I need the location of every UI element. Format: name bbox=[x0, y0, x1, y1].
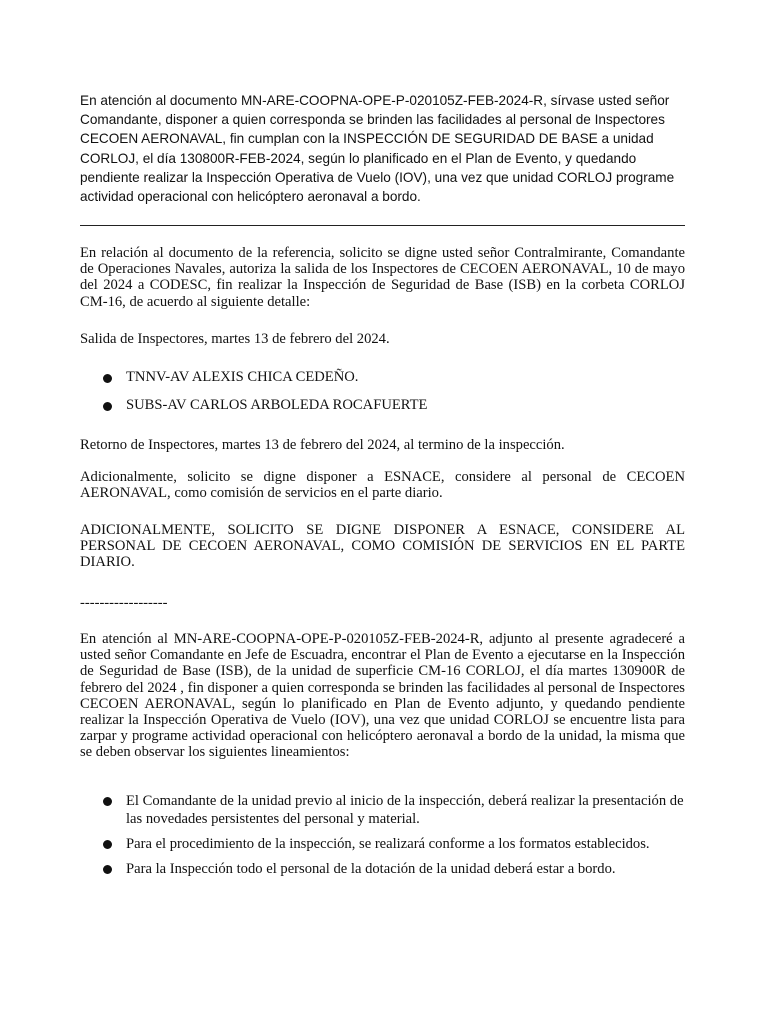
paragraph-additional-uppercase: ADICIONALMENTE, SOLICITO SE DIGNE DISPONER A ESNACE, CONSIDERE AL PERSONAL DE CECOEN AERONAVAL, COMO COMISIÓN DE SERVICIOS EN EL PARTE DIARIO. bbox=[80, 522, 685, 571]
list-item bbox=[100, 792, 685, 828]
list-item bbox=[100, 397, 685, 425]
guideline-text: Para el procedimiento de la inspección, se realizará conforme a los formatos establecidos. bbox=[126, 836, 650, 852]
guidelines-list bbox=[100, 792, 685, 885]
guideline-text: Para la Inspección todo el personal de la dotación de la unidad deberá estar a bordo. bbox=[126, 861, 616, 877]
inspector-name: SUBS-AV CARLOS ARBOLEDA ROCAFUERTE bbox=[126, 397, 428, 413]
bullet-icon bbox=[103, 374, 112, 383]
paragraph-request: En relación al documento de la referencia, solicito se digne usted señor Contralmirante, Comandante de Operaciones Navales, autoriza la salida de los Inspectores de CECOEN AERONAVAL, 10 de mayo del 2024 a CODESC, fin realizar la Inspección de Seguridad de Base (ISB) en la corbeta CORLOJ CM-16, de acuerdo al siguiente detalle: bbox=[80, 245, 685, 310]
list-item bbox=[100, 835, 685, 853]
bullet-icon bbox=[103, 840, 112, 849]
inspector-name: TNNV-AV ALEXIS CHICA CEDEÑO. bbox=[126, 369, 359, 385]
paragraph-additional: Adicionalmente, solicito se digne disponer a ESNACE, considere al personal de CECOEN AERONAVAL, como comisión de servicios en el parte diario. bbox=[80, 469, 685, 502]
paragraph-plan-event: En atención al MN-ARE-COOPNA-OPE-P-020105Z-FEB-2024-R, adjunto al presente agradeceré a usted señor Comandante en Jefe de Escuadra, encontrar el Plan de Evento a ejecutarse en la Inspección de Seguridad de Base (ISB), de la unidad de superficie CM-16 CORLOJ, el día martes 130900R de febrero del 2024 , fin disponer a quien corresponda se brinden las facilidades al personal de Inspectores CECOEN AERONAVAL, según lo planificado en Plan de Evento adjunto, y quedando pendiente realizar la Inspección Operativa de Vuelo (IOV), una vez que unidad CORLOJ se encuentre lista para zarpar y programe actividad operacional con helicóptero aeronaval a bordo de la unidad, la misma que se deben observar los siguientes lineamientos: bbox=[80, 631, 685, 761]
list-item bbox=[100, 860, 685, 878]
horizontal-divider bbox=[80, 225, 685, 226]
paragraph-calibri: En atención al documento MN-ARE-COOPNA-OPE-P-020105Z-FEB-2024-R, sírvase usted señor Comandante, disponer a quien corresponda se brinden las facilidades al personal de Inspectores CECOEN AERONAVAL, fin cumplan con la INSPECCIÓN DE SEGURIDAD DE BASE a unidad CORLOJ, el día 130800R-FEB-2024, según lo planificado en el Plan de Evento, y quedando pendiente realizar la Inspección Operativa de Vuelo (IOV), una vez que unidad CORLOJ programe actividad operacional con helicóptero aeronaval a bordo. bbox=[80, 93, 675, 205]
departure-line: Salida de Inspectores, martes 13 de febrero del 2024. bbox=[80, 331, 390, 347]
separator-dashes: ------------------ bbox=[80, 595, 168, 611]
list-item bbox=[100, 369, 685, 397]
inspector-list bbox=[100, 369, 685, 425]
bullet-icon bbox=[103, 865, 112, 874]
return-line: Retorno de Inspectores, martes 13 de febrero del 2024, al termino de la inspección. bbox=[80, 437, 565, 453]
guideline-text: El Comandante de la unidad previo al inicio de la inspección, deberá realizar la presentación de las novedades persistentes del personal y material. bbox=[126, 793, 684, 827]
bullet-icon bbox=[103, 402, 112, 411]
bullet-icon bbox=[103, 797, 112, 806]
